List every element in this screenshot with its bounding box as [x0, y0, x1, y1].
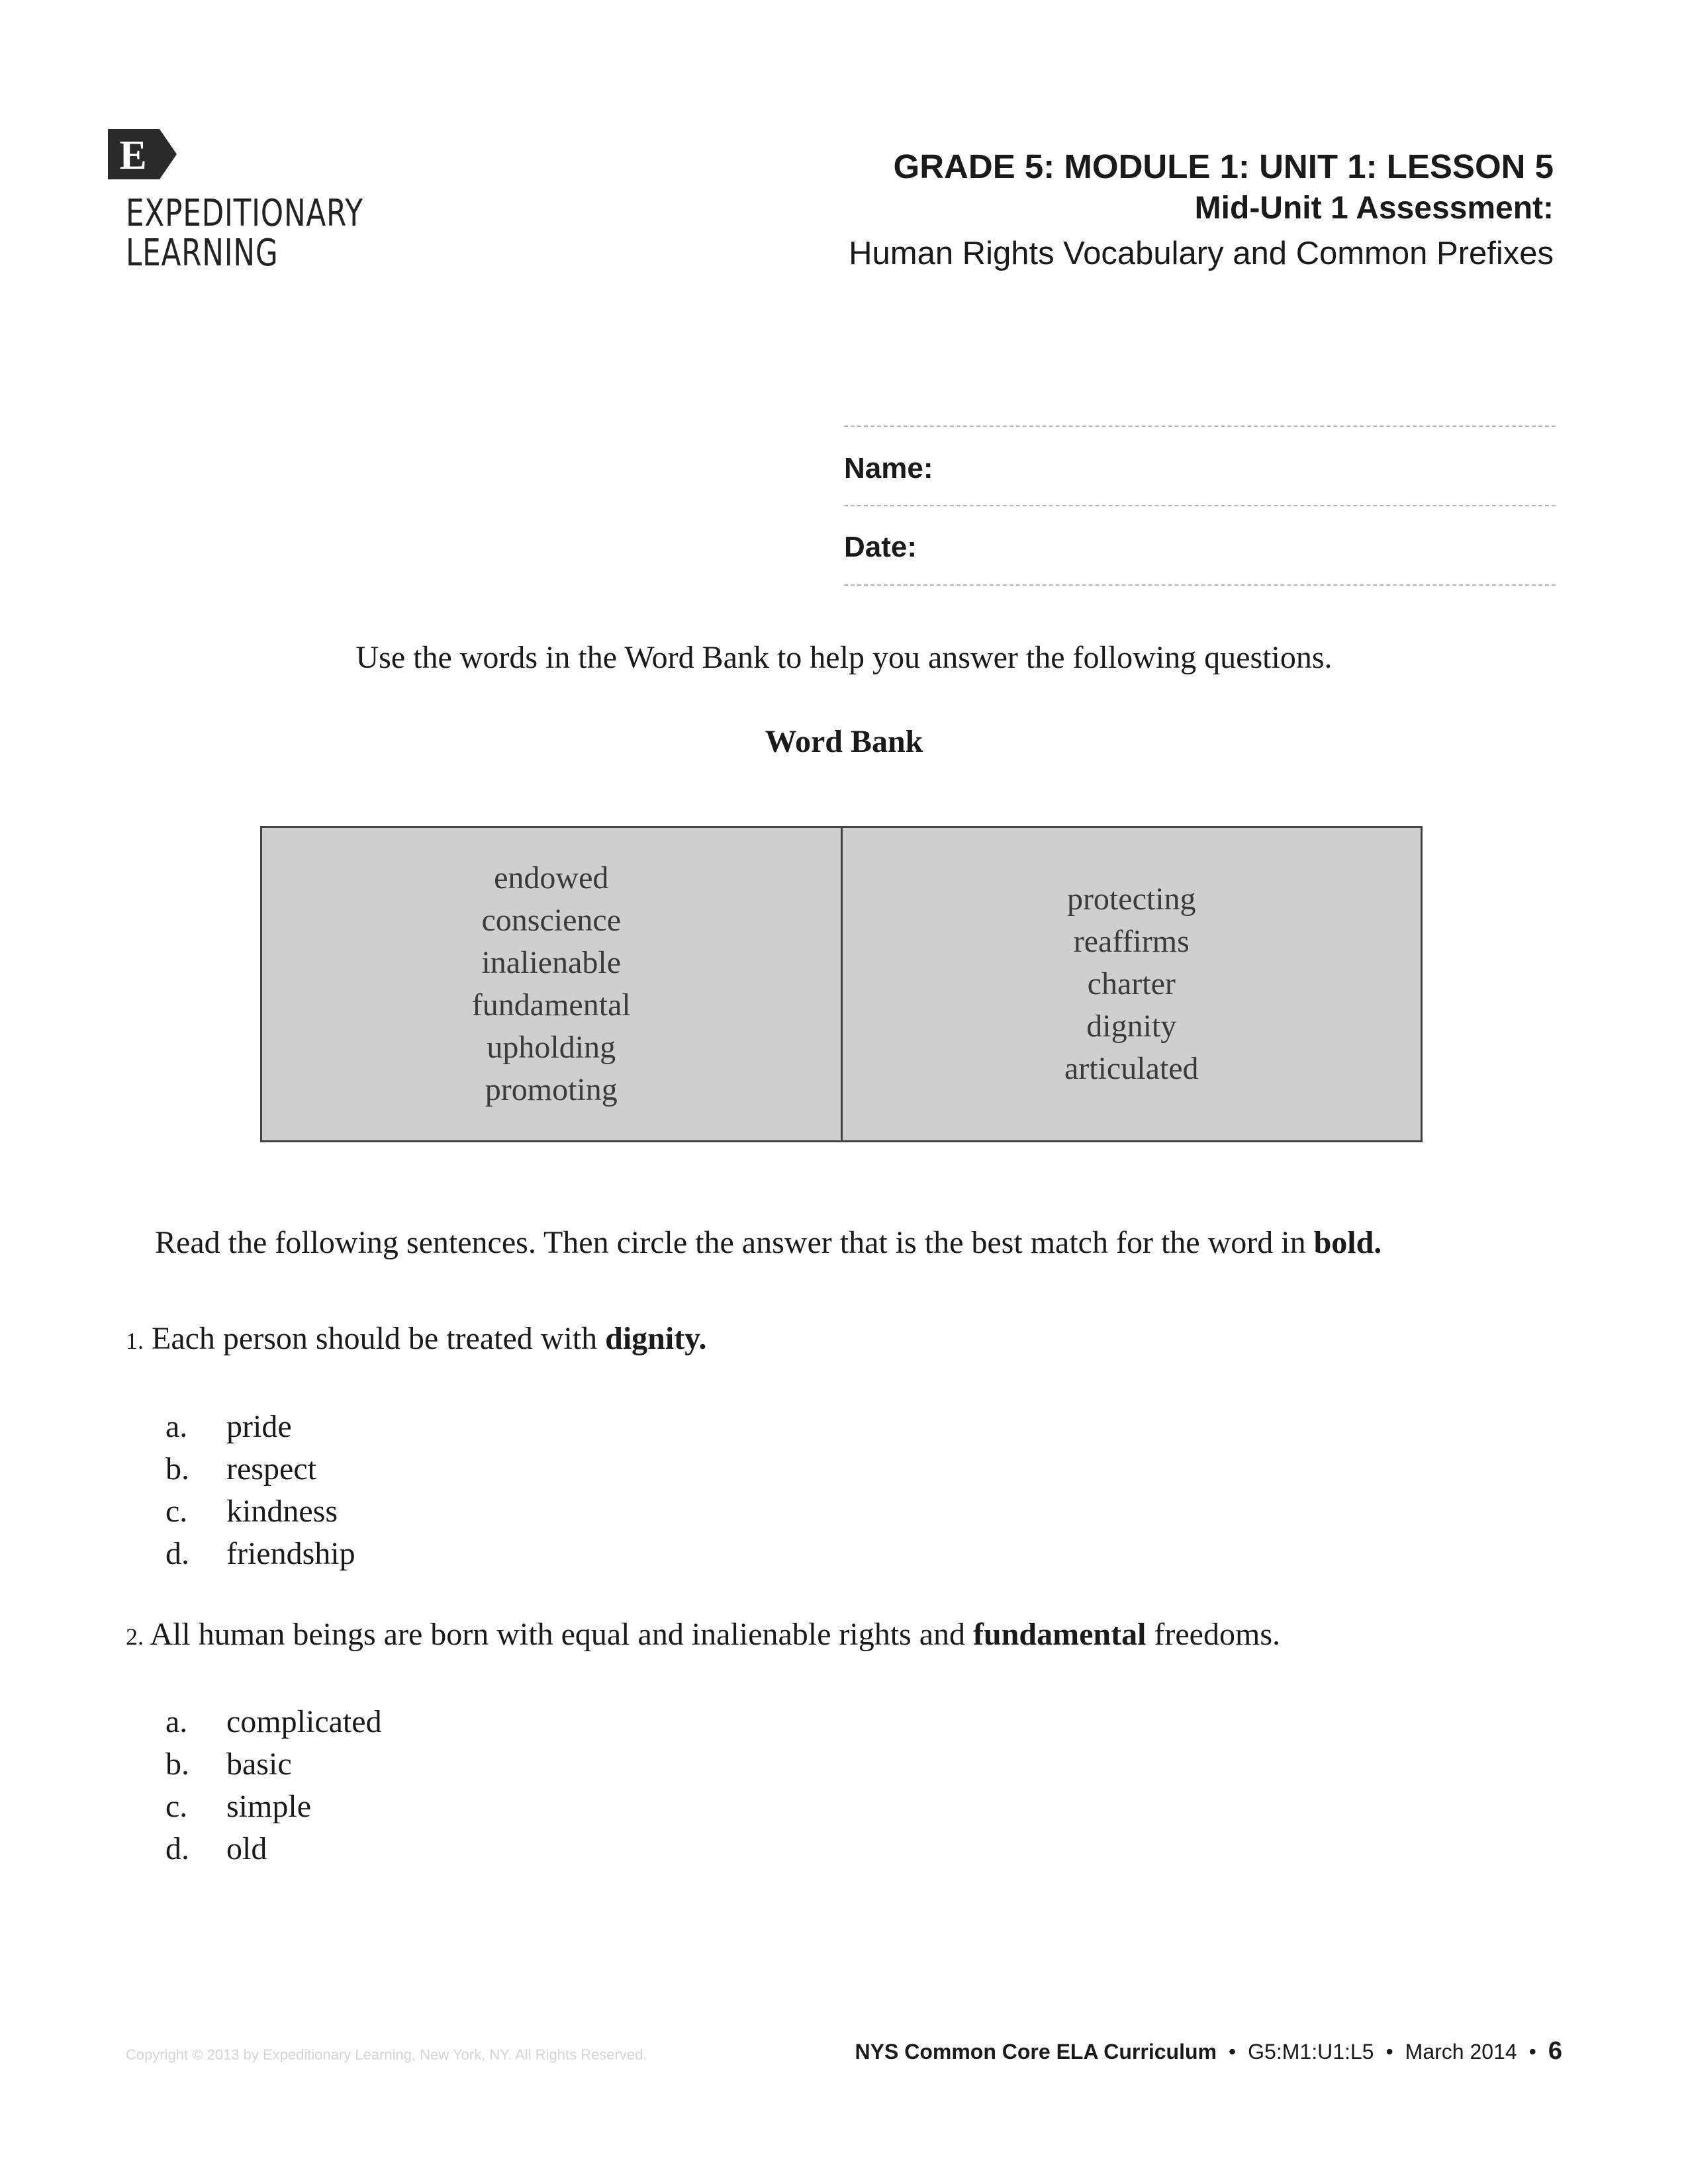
instructions: Use the words in the Word Bank to help you answer the following questions. — [355, 640, 1333, 675]
question-instructions — [155, 1224, 1382, 1261]
option-text: simple — [226, 1789, 311, 1824]
option-letter: a. — [165, 1704, 188, 1739]
question-instructions-text: Read the following sentences. Then circle the answer that is the best match for the word in — [155, 1225, 1314, 1260]
option-text: respect — [226, 1451, 316, 1486]
question-1 — [126, 1320, 707, 1357]
word-bank-right-column — [843, 828, 1421, 1140]
footer-separator: • — [1385, 2040, 1393, 2064]
answer-option[interactable] — [165, 1406, 292, 1448]
question-text-end: freedoms. — [1146, 1617, 1280, 1652]
option-letter: b. — [165, 1451, 189, 1486]
word-bank-word: inalienable — [481, 945, 622, 980]
word-bank-word: dignity — [1086, 1009, 1177, 1044]
name-field-line[interactable] — [844, 505, 1556, 506]
logo-line-1: EXPEDITIONARY — [126, 192, 363, 235]
option-text: friendship — [226, 1536, 355, 1571]
question-text: Each person should be treated with — [152, 1321, 606, 1356]
logo-line-2: LEARNING — [126, 232, 279, 275]
word-bank-word: articulated — [1064, 1051, 1199, 1086]
assessment-subtitle: Human Rights Vocabulary and Common Prefixes — [849, 236, 1554, 271]
word-bank-table — [260, 826, 1423, 1142]
option-letter: d. — [165, 1831, 189, 1866]
word-bank-word: upholding — [487, 1030, 616, 1065]
footer-info — [855, 2037, 1562, 2066]
question-number: 2. — [126, 1623, 144, 1650]
answer-option[interactable] — [165, 1786, 311, 1828]
option-letter: d. — [165, 1536, 189, 1571]
word-bank-word: reaffirms — [1073, 924, 1190, 959]
word-bank-heading: Word Bank — [765, 724, 923, 759]
lesson-title: GRADE 5: MODULE 1: UNIT 1: LESSON 5 — [893, 148, 1554, 185]
answer-option[interactable] — [165, 1743, 292, 1786]
assessment-title: Mid-Unit 1 Assessment: — [1194, 191, 1554, 226]
answer-option[interactable] — [165, 1828, 267, 1870]
option-text: old — [226, 1831, 267, 1866]
name-label: Name: — [844, 452, 933, 484]
option-text: basic — [226, 1747, 292, 1782]
footer-date: March 2014 — [1405, 2040, 1517, 2064]
word-bank-word: conscience — [481, 903, 622, 938]
word-bank-word: promoting — [485, 1072, 618, 1107]
question-bold-word: dignity. — [605, 1321, 707, 1356]
word-bank-word: fundamental — [471, 987, 631, 1023]
answer-option[interactable] — [165, 1533, 355, 1575]
question-instructions-bold: bold. — [1313, 1225, 1382, 1260]
option-letter: b. — [165, 1747, 189, 1782]
footer-code: G5:M1:U1:L5 — [1248, 2040, 1374, 2064]
answer-option[interactable] — [165, 1448, 316, 1490]
date-label: Date: — [844, 531, 917, 563]
word-bank-word: protecting — [1066, 882, 1196, 917]
option-letter: c. — [165, 1789, 188, 1824]
word-bank-left-column — [262, 828, 843, 1140]
date-field-line[interactable] — [844, 584, 1556, 586]
answer-option[interactable] — [165, 1701, 382, 1743]
page-number: 6 — [1548, 2037, 1562, 2065]
logo-mark-letter: E — [119, 133, 147, 178]
option-letter: c. — [165, 1494, 188, 1529]
option-text: complicated — [226, 1704, 382, 1739]
option-text: pride — [226, 1409, 292, 1444]
name-top-rule — [844, 426, 1556, 427]
question-bold-word: fundamental — [973, 1617, 1147, 1652]
question-number: 1. — [126, 1328, 144, 1354]
word-bank-word: endowed — [494, 860, 609, 895]
expeditionary-learning-logo-icon — [108, 129, 177, 179]
footer-separator: • — [1528, 2040, 1536, 2064]
footer-separator: • — [1228, 2040, 1237, 2064]
option-letter: a. — [165, 1409, 188, 1444]
option-text: kindness — [226, 1494, 338, 1529]
question-2 — [126, 1616, 1280, 1653]
footer-copyright: Copyright © 2013 by Expeditionary Learning, New York, NY. All Rights Reserved. — [126, 2046, 647, 2063]
footer-curriculum: NYS Common Core ELA Curriculum — [855, 2040, 1217, 2064]
answer-option[interactable] — [165, 1490, 338, 1533]
word-bank-word: charter — [1087, 966, 1176, 1001]
question-text: All human beings are born with equal and inalienable rights and — [150, 1617, 974, 1652]
